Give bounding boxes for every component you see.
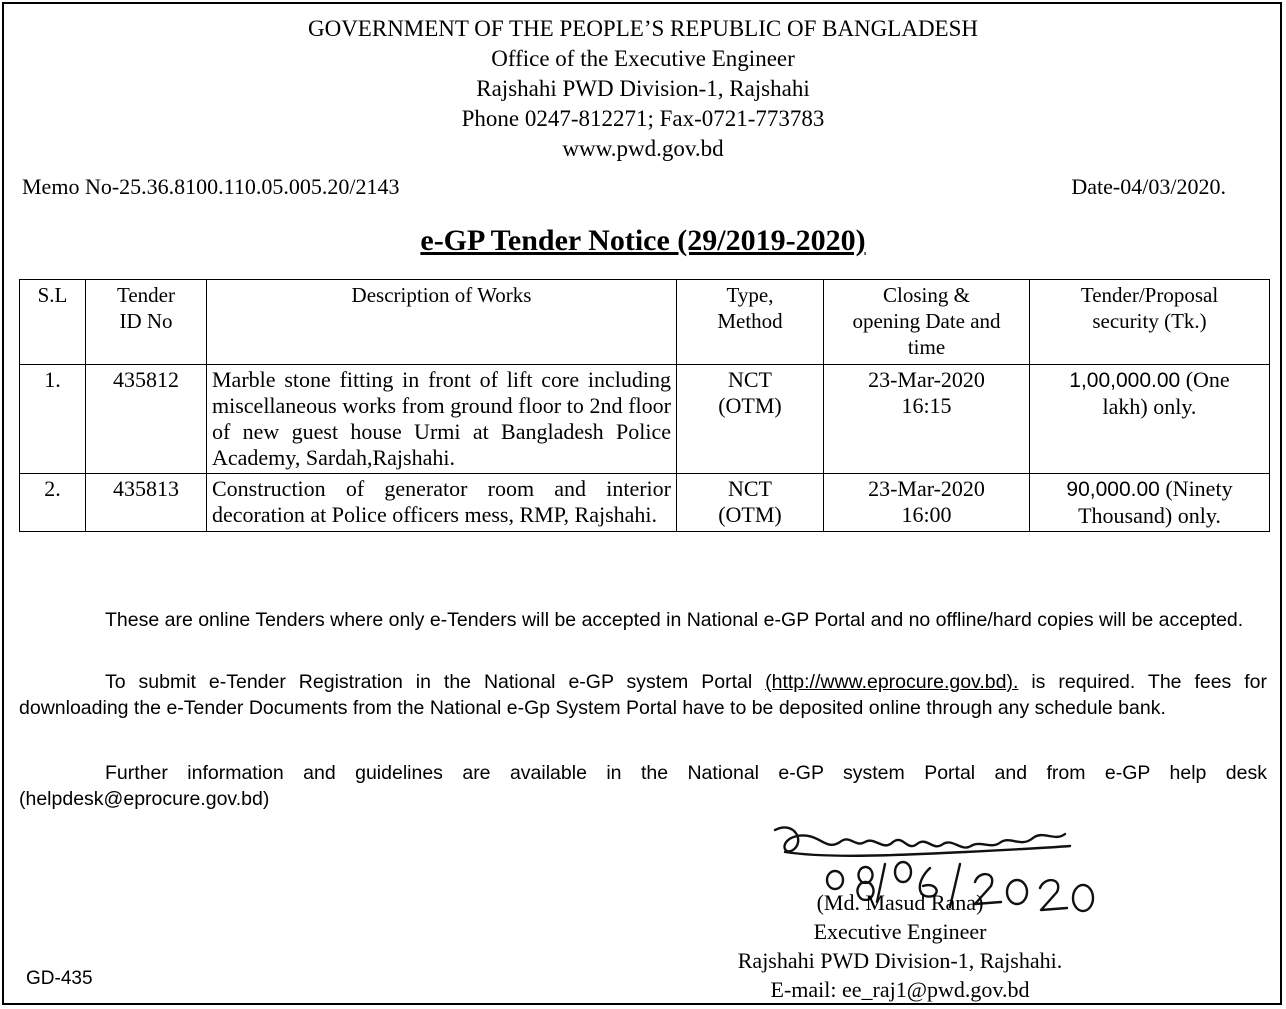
header-tender-id: Tender ID No: [86, 280, 207, 365]
header-type-method: Type, Method: [677, 280, 824, 365]
header-sl: S.L: [20, 280, 86, 365]
memo-date: Date-04/03/2020.: [1071, 174, 1226, 199]
row-closing-date: 23-Mar-2020 16:15: [824, 365, 1030, 474]
paragraph-registration: To submit e-Tender Registration in the National e-GP system Portal (http://www.eprocure.gov.bd). is required. The fees for downloading the e-Tender Documents from the National e-Gp System Portal have to be deposited online through any schedule bank.: [19, 671, 1267, 719]
signatory-office: Rajshahi PWD Division-1, Rajshahi.: [737, 948, 1063, 973]
tender-table: [19, 279, 1270, 532]
office-name: Office of the Executive Engineer: [491, 46, 795, 71]
row-type-method: NCT (OTM): [677, 474, 824, 532]
table-row: [20, 474, 1270, 532]
signatory-designation: Executive Engineer: [813, 919, 987, 944]
division-name: Rajshahi PWD Division-1, Rajshahi: [476, 76, 810, 101]
header-closing-date: Closing & opening Date and time: [824, 280, 1030, 365]
website: www.pwd.gov.bd: [562, 136, 724, 161]
header-security: Tender/Proposal security (Tk.): [1030, 280, 1270, 365]
paragraph-online-tenders: These are online Tenders where only e-Tenders will be accepted in National e-GP Portal and no offline/hard copies will be accepted.: [105, 609, 1244, 631]
row-closing-date: 23-Mar-2020 16:00: [824, 474, 1030, 532]
paragraph-further-info: Further information and guidelines are available in the National e-GP system Portal and from e-GP help desk (helpdesk@eprocure.gov.bd): [19, 762, 1267, 810]
memo-number: Memo No-25.36.8100.110.05.005.20/2143: [22, 174, 400, 199]
signatory-email: E-mail: ee_raj1@pwd.gov.bd: [770, 977, 1030, 1002]
government-name: GOVERNMENT OF THE PEOPLE’S REPUBLIC OF BANGLADESH: [307, 16, 979, 41]
table-header-row: [20, 280, 1270, 365]
letterhead: [0, 14, 1286, 164]
row-sl: 1.: [20, 365, 86, 474]
row-tender-id: 435813: [86, 474, 207, 532]
row-description: Construction of generator room and interior decoration at Police officers mess, RMP, Rajshahi.: [207, 474, 677, 532]
row-security: 90,000.00 (Ninety Thousand) only.: [1030, 474, 1270, 532]
header-description: Description of Works: [207, 280, 677, 365]
signatory-name: (Md. Masud Rana): [816, 890, 984, 915]
row-description: Marble stone fitting in front of lift core including miscellaneous works from ground floor to 2nd floor of new guest house Urmi at Bangladesh Police Academy, Sardah,Rajshahi.: [207, 365, 677, 474]
row-sl: 2.: [20, 474, 86, 532]
contact-phone-fax: Phone 0247-812271; Fax-0721-773783: [461, 106, 825, 131]
row-tender-id: 435812: [86, 365, 207, 474]
table-row: [20, 365, 1270, 474]
row-type-method: NCT (OTM): [677, 365, 824, 474]
gd-code: GD-435: [26, 968, 93, 989]
signatory-block: [690, 888, 1110, 1004]
notice-title: e-GP Tender Notice (29/2019-2020): [420, 224, 866, 257]
row-security: 1,00,000.00 (One lakh) only.: [1030, 365, 1270, 474]
eprocure-link[interactable]: (http://www.eprocure.gov.bd).: [765, 671, 1019, 693]
